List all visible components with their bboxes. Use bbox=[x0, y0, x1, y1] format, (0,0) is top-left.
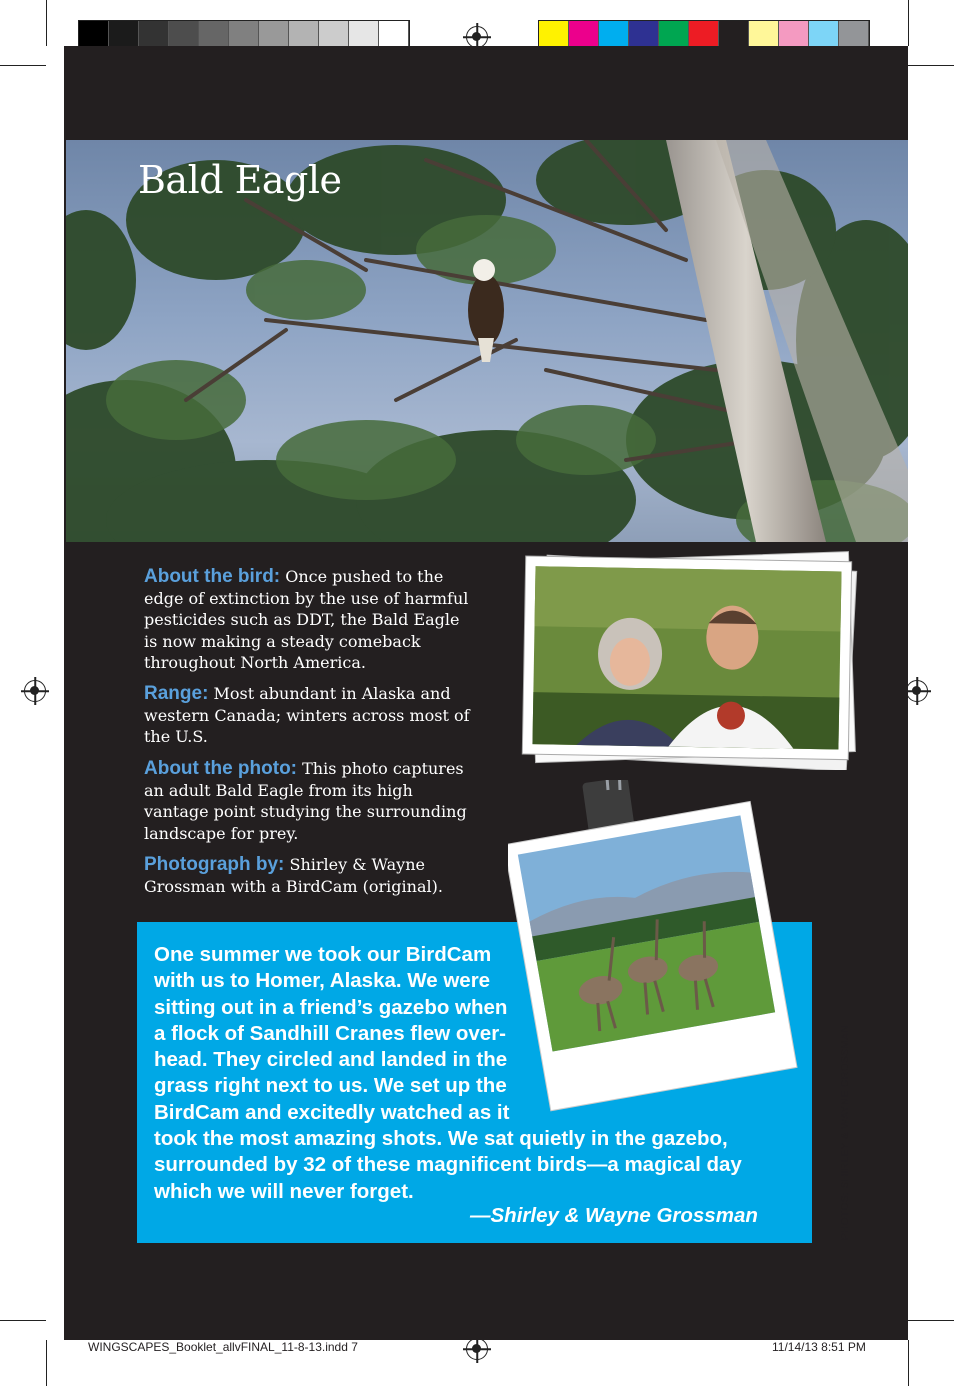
info-text: This photo captures an adult Bald Eagle from its high vantage point studying the surrounding landscape for prey. bbox=[144, 759, 467, 843]
info-label: Range: bbox=[144, 683, 209, 704]
page-title: Bald Eagle bbox=[138, 158, 342, 202]
about-photo-block bbox=[144, 758, 474, 844]
quote-line: One summer we took our BirdCam bbox=[154, 943, 492, 966]
quote-author: —Shirley & Wayne Grossman bbox=[470, 1204, 758, 1227]
crop-mark bbox=[908, 1320, 954, 1321]
about-bird-block bbox=[144, 566, 474, 674]
range-block bbox=[144, 683, 474, 748]
quote-line: a flock of Sandhill Cranes flew over- bbox=[154, 1021, 507, 1045]
registration-mark-icon bbox=[24, 680, 46, 702]
crop-mark bbox=[908, 1340, 909, 1386]
couple-photo-stack bbox=[520, 545, 870, 770]
registration-mark-icon bbox=[906, 680, 928, 702]
crop-mark bbox=[46, 1340, 47, 1386]
info-text: Shirley & Wayne Grossman with a BirdCam (original). bbox=[144, 855, 443, 896]
crop-mark bbox=[908, 65, 954, 66]
info-label: About the bird: bbox=[144, 566, 281, 587]
slug-date: 11/14/13 8:51 PM bbox=[772, 1340, 866, 1354]
registration-mark-icon bbox=[466, 1338, 488, 1360]
slug-filename: WINGSCAPES_Booklet_allvFINAL_11-8-13.indd 7 bbox=[88, 1340, 358, 1354]
quote-line: head. They circled and landed in the bbox=[154, 1048, 508, 1072]
info-label: About the photo: bbox=[144, 758, 298, 779]
crop-mark bbox=[0, 1320, 46, 1321]
quote-line: sitting out in a friend’s gazebo when bbox=[154, 995, 508, 1019]
quote-line: grass right next to us. We set up the bbox=[154, 1074, 507, 1098]
info-text: Most abundant in Alaska and western Canada; winters across most of the U.S. bbox=[144, 684, 470, 746]
quote-line: took the most amazing shots. We sat quietly in the gazebo, bbox=[154, 1127, 728, 1151]
cranes-polaroid bbox=[508, 780, 803, 1115]
quote-line: which we will never forget. bbox=[154, 1179, 414, 1203]
crop-mark bbox=[0, 65, 46, 66]
quote-line: BirdCam and excitedly watched as it bbox=[154, 1100, 510, 1124]
crop-mark bbox=[908, 0, 909, 46]
photo-credit: PHOTOS: SHIRLEY & WAYNE GROSSMAN bbox=[840, 1024, 851, 1240]
crop-mark bbox=[46, 0, 47, 46]
quote-line: with us to Homer, Alaska. We were bbox=[154, 969, 491, 993]
info-text: Once pushed to the edge of extinction by the use of harmful pesticides such as DDT, the Bald Eagle is now making a steady comeback throughout North America. bbox=[144, 567, 469, 672]
registration-mark-icon bbox=[466, 26, 488, 48]
info-label: Photograph by: bbox=[144, 854, 285, 875]
quote-line: surrounded by 32 of these magnificent birds—a magical day bbox=[154, 1153, 742, 1177]
photograph-by-block bbox=[144, 854, 474, 897]
